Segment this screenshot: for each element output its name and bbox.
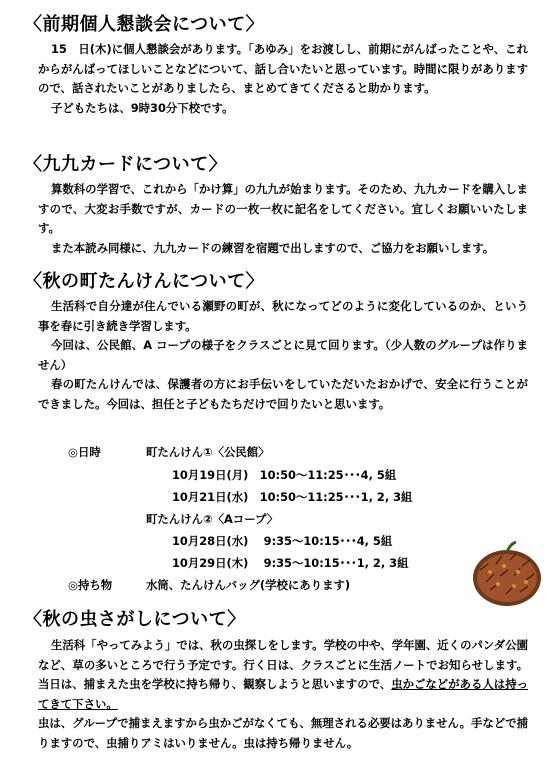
paragraph: 今回は、公民館、A コープの様子をクラスごとに見て回ります。（少人数のグループは作りません） xyxy=(38,338,528,372)
section-title-conference: 〈前期個人懇談会について〉 xyxy=(24,14,265,35)
section-body-town-tour xyxy=(38,297,528,414)
schedule-row: 10月19日(月) 10:50～11:25･･･4, 5組 xyxy=(172,468,397,482)
paragraph: また本読み同様に、九九カードの練習を宿題で出しますので、ご協力をお願いします。 xyxy=(51,240,495,255)
paragraph: 算数科の学習で、これから「かけ算」の九九が始まります。そのため、九九カードを購入しますので、大変お手数ですが、カードの一枚一枚に記名をしてください。宜しくお願いいたします。 xyxy=(38,182,528,235)
schedule-row: 10月29日(木) 9:35～10:15･･･1, 2, 3組 xyxy=(172,556,409,570)
section-title-town-tour: 〈秋の町たんけんについて〉 xyxy=(24,271,265,292)
chestnut-illustration-icon xyxy=(470,538,544,608)
paragraph: 春の町たんけんでは、保護者の方にお手伝いをしていただいたおかげで、安全に行うことができました。今回は、担任と子どもたちだけで回りたいと思います。 xyxy=(38,377,528,411)
underlined-request: 虫かごなどがある人は持ってきて下さい。 xyxy=(38,677,528,711)
paragraph: 虫は、グループで捕まえますから虫かごがなくても、無理される必要はありません。手などで捕りますので、虫捕りアミはいりません。虫は持ち帰りません。 xyxy=(38,716,528,750)
paragraph-text: 生活科「やってみよう」では、秋の虫探しをします。学校の中や、学年園、近くのパンダ公園など、草の多いところで行う予定です。行く日は、クラスごとに生活ノートでお知らせします。当日は、捕まえた虫を学校に持ち帰り、観察しようと思いますので、 xyxy=(38,638,528,691)
section-title-bug-search: 〈秋の虫さがしについて〉 xyxy=(24,609,246,630)
section-body-bug-search xyxy=(38,636,528,753)
paragraph: 生活科で自分達が住んでいる瀬野の町が、秋になってどのように変化しているのか、という事を春に引き続き学習します。 xyxy=(38,299,528,333)
schedule-row: 10月28日(水) 9:35～10:15･･･4, 5組 xyxy=(172,534,393,548)
section-body-kuku-card xyxy=(38,180,528,258)
paragraph: 子どもたちは、9時30分下校です。 xyxy=(51,100,234,115)
schedule-items-label: ◎持ち物 xyxy=(68,578,113,592)
paragraph xyxy=(38,636,528,714)
schedule-time-label: ◎日時 xyxy=(68,445,101,459)
schedule-row: 10月21日(水) 10:50～11:25･･･1, 2, 3組 xyxy=(172,490,413,504)
section-title-kuku-card: 〈九九カードについて〉 xyxy=(24,154,228,175)
schedule-items: 水筒、たんけんバッグ(学校にあります) xyxy=(146,578,351,592)
paragraph: 15 日(木)に個人懇談会があります。「あゆみ」をお渡しし、前期にがんばったことや、これからがんばってほしいことなどについて、話し合いたいと思っています。時間に限りがありますので、話されたいことがありましたら、まとめてきてくださると助かります。 xyxy=(38,42,528,95)
schedule-place-1: 町たんけん①〈公民館〉 xyxy=(146,445,270,459)
section-body-conference xyxy=(38,40,528,118)
schedule-place-2: 町たんけん②〈Aコープ〉 xyxy=(146,512,279,526)
